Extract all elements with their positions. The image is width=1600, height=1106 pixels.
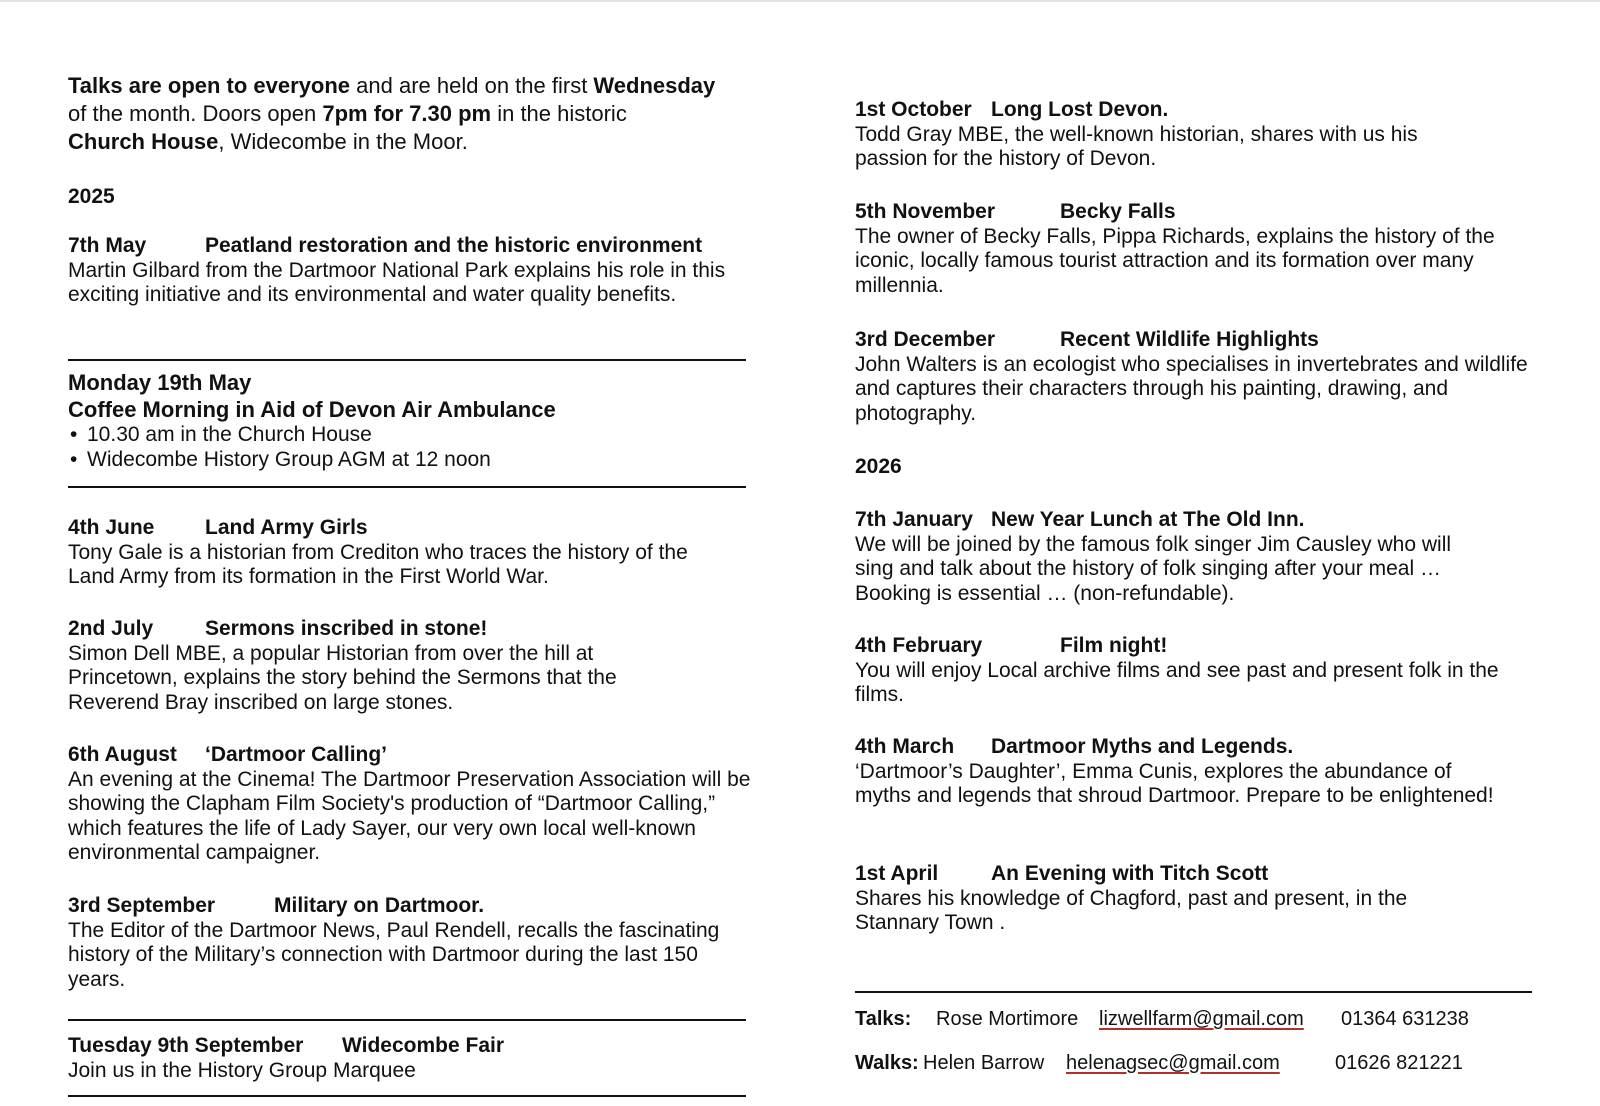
contact-phone: 01626 821221: [1335, 1052, 1463, 1074]
event-date: 1st October: [855, 98, 972, 121]
event-description: We will be joined by the famous folk singer Jim Causley who will sing and talk about the history of folk singing after your meal … Booking is essential … (non-refundable).: [855, 532, 1452, 605]
event-title: Military on Dartmoor.: [274, 894, 485, 917]
coffee-title: Coffee Morning in Aid of Devon Air Ambulance: [68, 397, 556, 422]
event-3rd-december: [855, 328, 1555, 426]
event-widecombe-fair: [68, 1034, 758, 1083]
divider: [68, 1019, 746, 1021]
contact-talks: [855, 1007, 1469, 1032]
contact-name: Helen Barrow: [923, 1052, 1045, 1074]
coffee-details-list: [68, 423, 758, 472]
event-3rd-september: [68, 894, 758, 992]
event-date: 3rd December: [855, 328, 996, 351]
top-border: [0, 0, 1600, 2]
event-coffee-morning: [68, 369, 758, 472]
event-description: Tony Gale is a historian from Crediton who traces the history of the Land Army from its formation in the First World War.: [68, 540, 688, 588]
intro-text-3: in the historic: [491, 101, 627, 126]
event-description: Shares his knowledge of Chagford, past and present, in the Stannary Town .: [855, 886, 1408, 934]
event-5th-november: [855, 200, 1555, 298]
event-4th-february: [855, 634, 1555, 708]
year-heading-2026: 2026: [855, 455, 902, 478]
event-title: Film night!: [1060, 634, 1168, 657]
talks-email-link[interactable]: lizwellfarm@gmail.com: [1099, 1008, 1304, 1030]
event-title: New Year Lunch at The Old Inn.: [991, 508, 1305, 531]
contact-phone: 01364 631238: [1341, 1008, 1469, 1030]
event-date: 4th June: [68, 516, 155, 539]
year-heading-2025: 2025: [68, 185, 115, 208]
contact-label: Talks:: [855, 1008, 912, 1030]
event-title: Sermons inscribed in stone!: [205, 617, 488, 640]
intro-time: 7pm for 7.30 pm: [322, 101, 492, 126]
event-description: The owner of Becky Falls, Pippa Richards, explains the history of the iconic, locally famous tourist attraction and its formation over many millennia.: [855, 224, 1495, 297]
event-date: 6th August: [68, 743, 177, 766]
event-title: Land Army Girls: [205, 516, 368, 539]
event-date: 7th May: [68, 234, 147, 257]
intro-venue: Church House: [68, 129, 219, 154]
event-2nd-july: [68, 617, 758, 715]
event-description: The Editor of the Dartmoor News, Paul Rendell, recalls the fascinating history of the Military’s connection with Dartmoor during the last 150 years.: [68, 918, 720, 991]
event-title: An Evening with Titch Scott: [991, 862, 1269, 885]
event-description: An evening at the Cinema! The Dartmoor Preservation Association will be showing the Clapham Film Society's production of “Dartmoor Calling,” which features the life of Lady Sayer, our very own local well-known environmental campaigner.: [68, 767, 751, 864]
event-date: 4th February: [855, 634, 983, 657]
intro-text-1: and are held on the first: [350, 73, 594, 98]
divider: [68, 1095, 746, 1097]
event-4th-june: [68, 516, 758, 590]
event-description: ‘Dartmoor’s Daughter’, Emma Cunis, explores the abundance of myths and legends that shroud Dartmoor. Prepare to be enlightened!: [855, 759, 1494, 807]
event-title: Widecombe Fair: [342, 1034, 505, 1057]
event-4th-march: [855, 735, 1555, 809]
event-1st-october: [855, 98, 1555, 172]
intro-paragraph: [68, 72, 758, 156]
coffee-date: Monday 19th May: [68, 370, 252, 395]
event-date: 7th January: [855, 508, 973, 531]
list-item: • 10.30 am in the Church House: [68, 423, 758, 448]
event-title: Peatland restoration and the historic environment: [205, 234, 703, 257]
event-title: Recent Wildlife Highlights: [1060, 328, 1319, 351]
event-1st-april: [855, 862, 1555, 936]
event-6th-august: [68, 743, 758, 866]
event-7th-january: [855, 508, 1555, 606]
event-date: 4th March: [855, 735, 955, 758]
intro-day: Wednesday: [593, 73, 716, 98]
event-description: Simon Dell MBE, a popular Historian from over the hill at Princetown, explains the story behind the Sermons that the Reverend Bray inscribed on large stones.: [68, 641, 617, 714]
intro-open-to-everyone: Talks are open to everyone: [68, 73, 351, 98]
contact-label: Walks:: [855, 1052, 919, 1074]
event-description: John Walters is an ecologist who specialises in invertebrates and wildlife and captures their characters through his painting, drawing, and photography.: [855, 352, 1528, 425]
divider: [68, 359, 746, 361]
event-description: Martin Gilbard from the Dartmoor National Park explains his role in this exciting initiative and its environmental and water quality benefits.: [68, 258, 726, 306]
intro-text-4: , Widecombe in the Moor.: [218, 129, 468, 154]
event-title: Long Lost Devon.: [991, 98, 1169, 121]
contact-name: Rose Mortimore: [936, 1008, 1079, 1030]
contacts-divider: [855, 991, 1532, 993]
event-date: 5th November: [855, 200, 996, 223]
event-title: Dartmoor Myths and Legends.: [991, 735, 1294, 758]
event-date: 3rd September: [68, 894, 216, 917]
event-date: Tuesday 9th September: [68, 1034, 304, 1057]
list-item: • Widecombe History Group AGM at 12 noon: [68, 448, 758, 473]
event-7th-may: [68, 234, 758, 308]
walks-email-link[interactable]: helenagsec@gmail.com: [1066, 1052, 1280, 1074]
event-title: Becky Falls: [1060, 200, 1176, 223]
contact-walks: [855, 1051, 1463, 1076]
event-date: 1st April: [855, 862, 939, 885]
event-description: Join us in the History Group Marquee: [68, 1058, 416, 1082]
event-description: Todd Gray MBE, the well-known historian, shares with us his passion for the history of Devon.: [855, 122, 1418, 170]
event-description: You will enjoy Local archive films and see past and present folk in the films.: [855, 658, 1499, 706]
event-date: 2nd July: [68, 617, 154, 640]
event-title: ‘Dartmoor Calling’: [205, 743, 388, 766]
divider: [68, 486, 746, 488]
intro-text-2: of the month. Doors open: [68, 101, 323, 126]
